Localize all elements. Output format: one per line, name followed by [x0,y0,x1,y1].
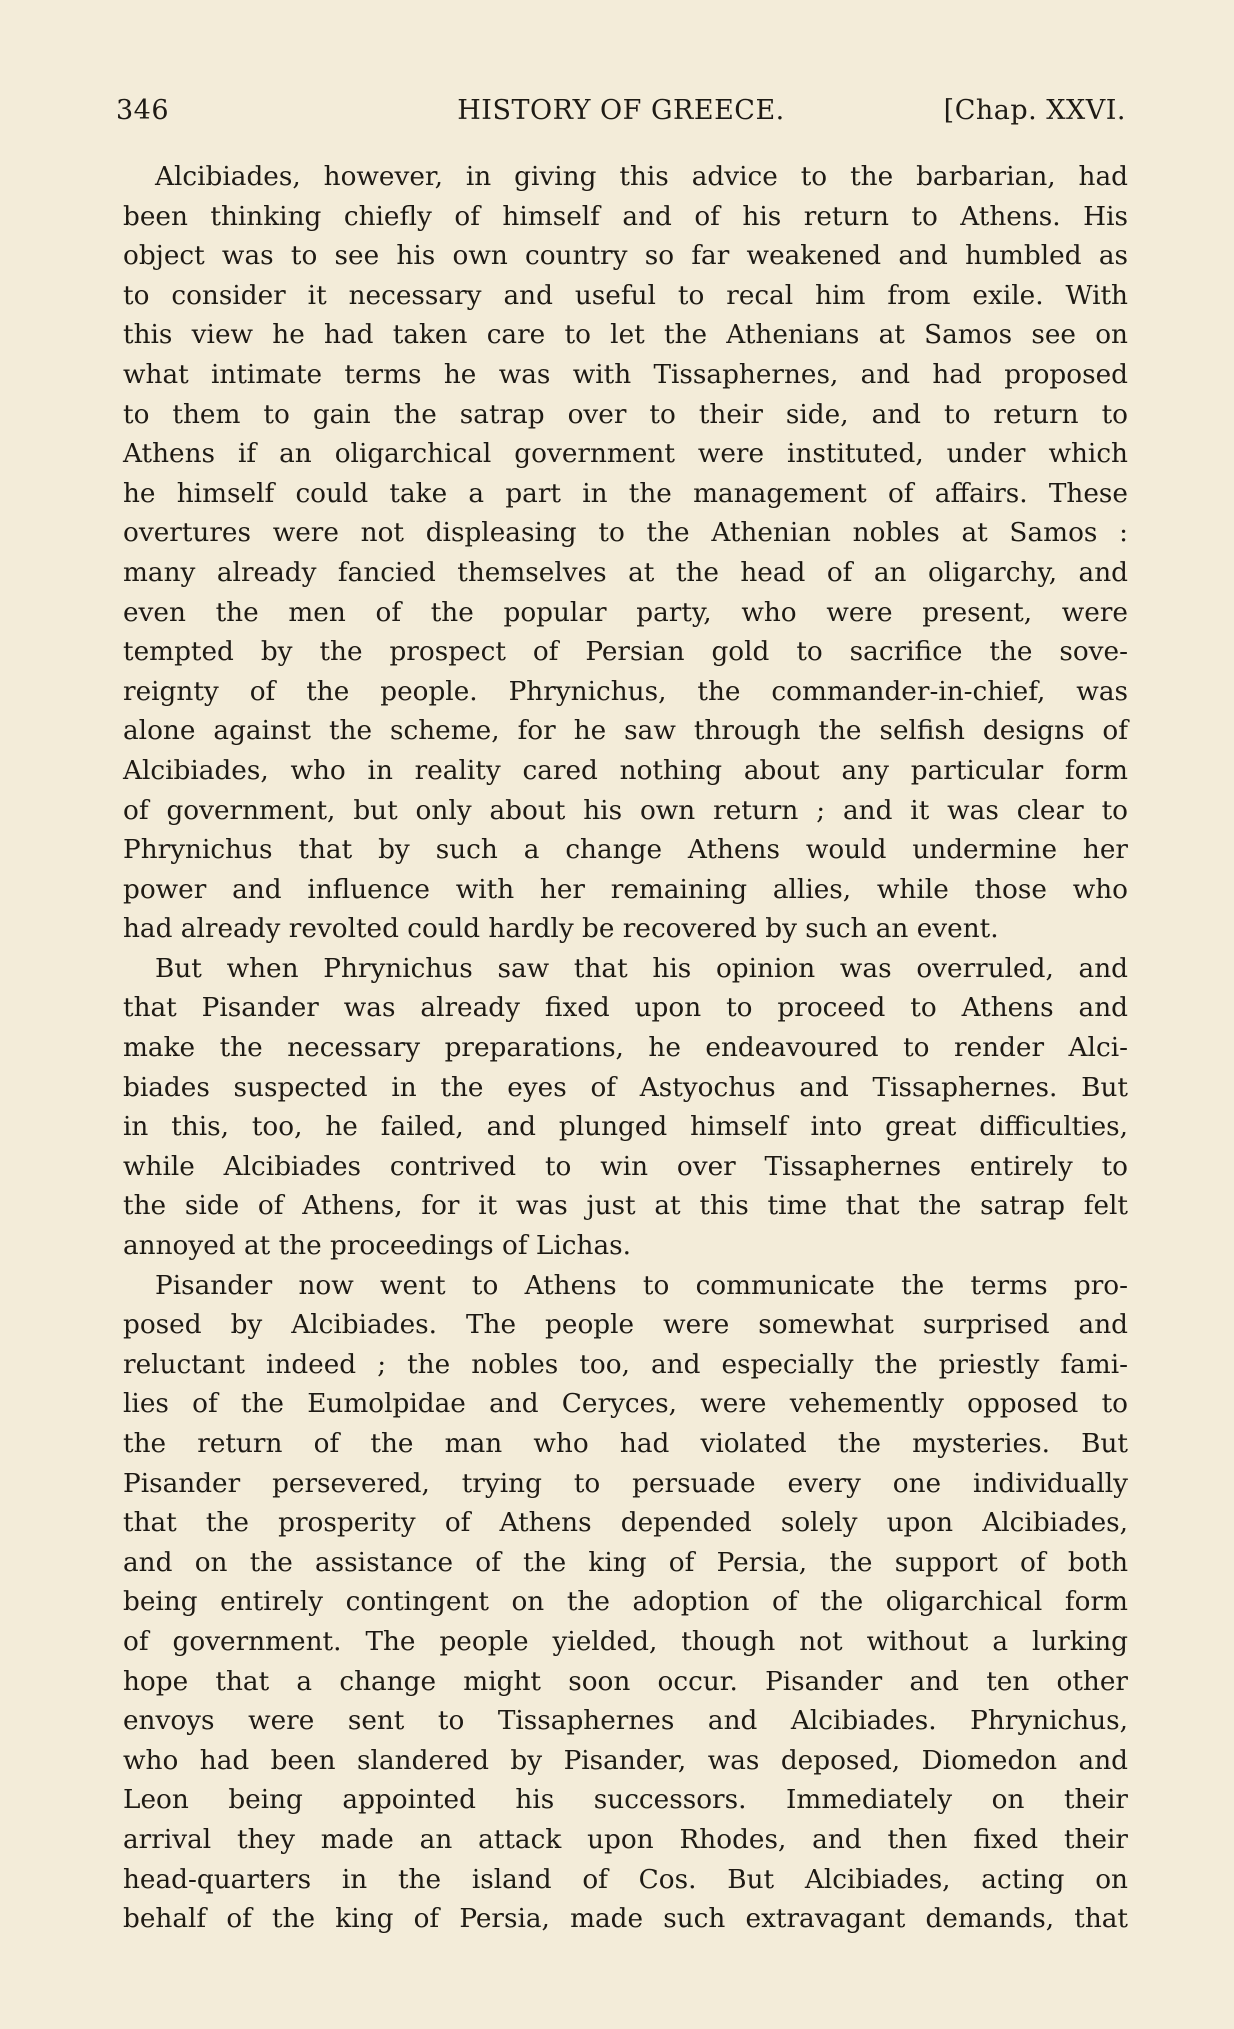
text-line: and on the assistance of the king of Persia, the support of both [123,1547,1128,1578]
text-line: envoys were sent to Tissaphernes and Alcibiades. Phrynichus, [123,1706,1128,1737]
text-line: tempted by the prospect of Persian gold to sacrifice the sove- [123,637,1128,668]
text-line: Athens if an oligarchical government were instituted, under which [123,439,1128,470]
text-line: even the men of the popular party, who were present, were [123,597,1128,628]
text-line: behalf of the king of Persia, made such extravagant demands, that [123,1904,1128,1935]
text-line: lies of the Eumolpidae and Ceryces, were vehemently opposed to [123,1389,1128,1420]
text-line: Alcibiades, who in reality cared nothing about any particular form [123,755,1128,786]
text-line: he himself could take a part in the management of affairs. These [123,478,1128,509]
text-line: the return of the man who had violated the mysteries. But [123,1429,1128,1459]
text-line: Phrynichus that by such a change Athens would undermine her [123,835,1128,866]
text-line: been thinking chiefly of himself and of his return to Athens. His [123,201,1128,232]
text-line: Pisander persevered, trying to persuade every one individually [123,1468,1128,1499]
running-header [116,95,1126,145]
text-line: the side of Athens, for it was just at this time that the satrap felt [123,1191,1128,1222]
running-title: HISTORY OF GREECE. [457,95,785,126]
text-line: overtures were not displeasing to the Athenian nobles at Samos : [123,518,1128,549]
text-line: had already revolted could hardly be recovered by such an event. [123,914,999,945]
text-line: while Alcibiades contrived to win over Tissaphernes entirely to [123,1151,1128,1182]
text-line: reignty of the people. Phrynichus, the commander-in-chief, was [123,676,1128,707]
text-line: biades suspected in the eyes of Astyochus and Tissaphernes. But [123,1072,1128,1103]
text-line: what intimate terms he was with Tissaphernes, and had proposed [123,359,1128,390]
text-line: make the necessary preparations, he endeavoured to render Alci- [123,1033,1128,1064]
text-line: reluctant indeed ; the nobles too, and especially the priestly fami- [123,1349,1128,1380]
chapter-label: [Chap. XXVI. [943,95,1126,126]
text-line: being entirely contingent on the adoption of the oligarchical form [123,1587,1128,1618]
text-line: alone against the scheme, for he saw through the selfish designs of [123,716,1128,747]
text-line: that the prosperity of Athens depended solely upon Alcibiades, [123,1508,1128,1539]
text-line: arrival they made an attack upon Rhodes, and then fixed their [123,1824,1128,1855]
text-line: Pisander now went to Athens to communicate the terms pro- [155,1270,1128,1301]
text-line: who had been slandered by Pisander, was deposed, Diomedon and [123,1745,1128,1776]
body-text [123,158,1128,1940]
text-line: this view he had taken care to let the Athenians at Samos see on [123,320,1128,351]
text-line: of government, but only about his own return ; and it was clear to [123,795,1128,826]
text-line: in this, too, he failed, and plunged himself into great difficulties, [123,1112,1128,1143]
text-line: that Pisander was already fixed upon to proceed to Athens and [123,993,1128,1024]
text-line: to consider it necessary and useful to recal him from exile. With [123,280,1128,311]
text-line: many already fancied themselves at the head of an oligarchy, and [123,557,1128,588]
text-line: object was to see his own country so far weakened and humbled as [123,241,1128,272]
page-number: 346 [116,95,170,126]
text-line: hope that a change might soon occur. Pisander and ten other [123,1666,1128,1697]
text-line: power and influence with her remaining allies, while those who [123,874,1128,905]
text-line: posed by Alcibiades. The people were somewhat surprised and [123,1310,1128,1341]
text-line: annoyed at the proceedings of Lichas. [123,1231,631,1262]
text-line: to them to gain the satrap over to their side, and to return to [123,399,1128,430]
text-line: of government. The people yielded, though not without a lurking [123,1626,1128,1657]
text-line: Alcibiades, however, in giving this advice to the barbarian, had [155,162,1128,192]
text-line: Leon being appointed his successors. Immediately on their [123,1785,1128,1816]
text-line: But when Phrynichus saw that his opinion was overruled, and [155,953,1128,984]
text-line: head-quarters in the island of Cos. But Alcibiades, acting on [123,1864,1128,1895]
